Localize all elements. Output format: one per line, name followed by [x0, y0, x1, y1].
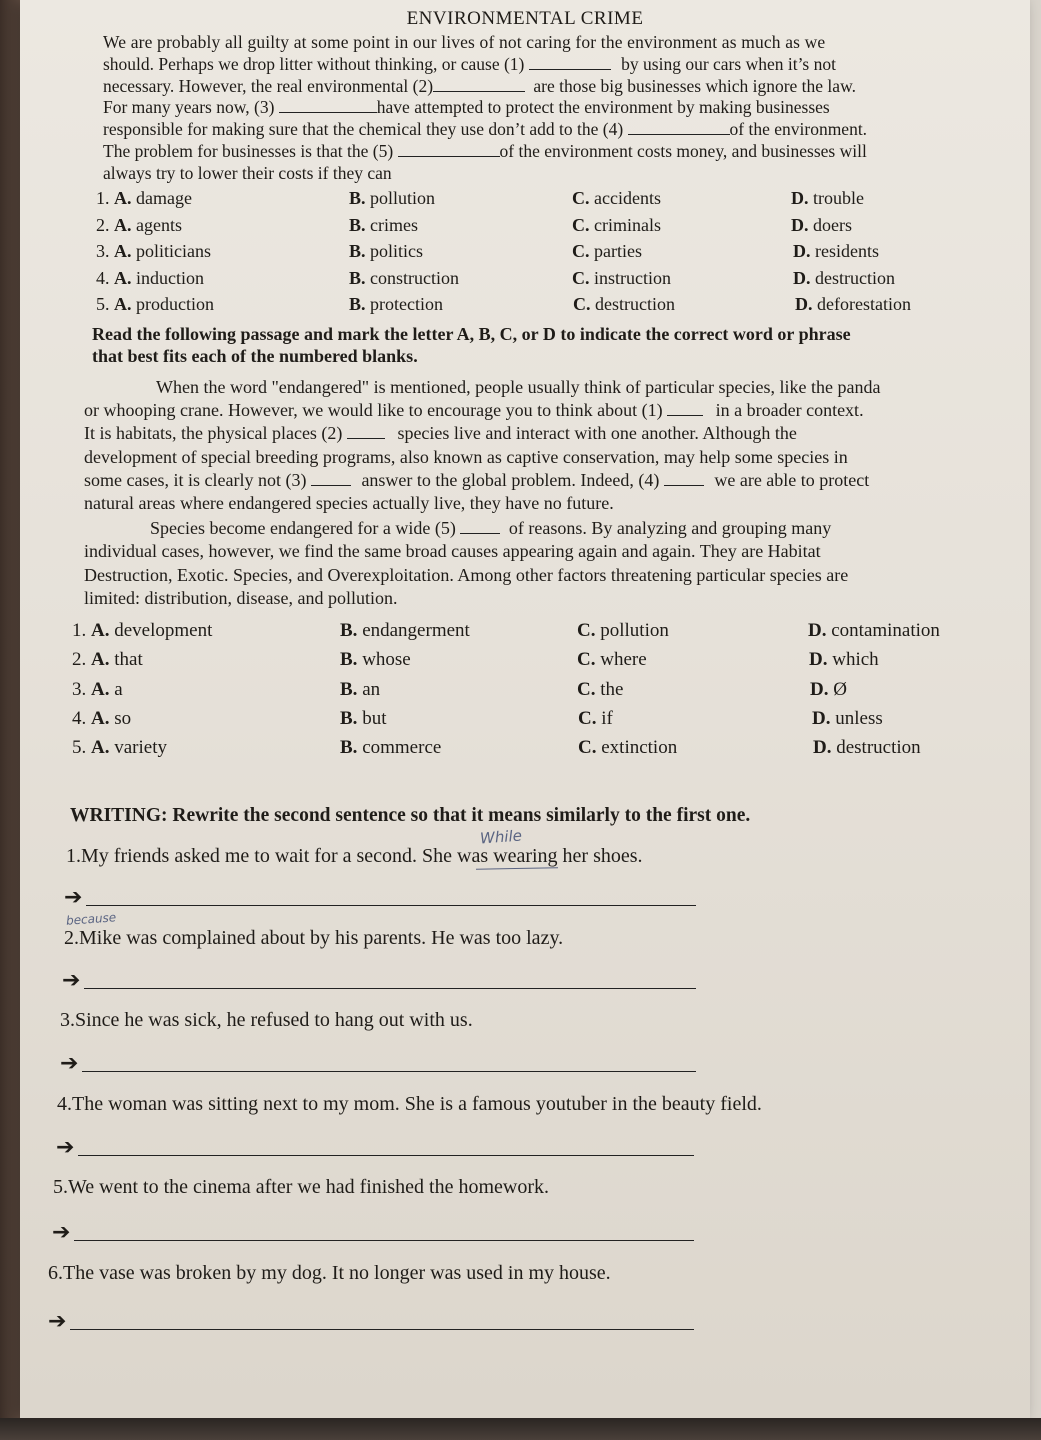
option-b[interactable]: B. crimes: [349, 214, 418, 235]
option-d[interactable]: D. which: [809, 649, 879, 671]
question-row: 1. A. damage B. pollution C. accidents D. trouble: [96, 188, 864, 208]
question-row: 2. A. that B. whose C. where D. which: [72, 649, 879, 671]
arrow-icon: ➔: [64, 885, 83, 910]
option-c[interactable]: C. extinction: [578, 737, 678, 759]
passage-2-line: or whooping crane. However, we would like to encourage you to think about (1) in a broader context.: [84, 400, 864, 421]
option-b[interactable]: B. protection: [349, 294, 443, 314]
passage-2: [84, 376, 1029, 610]
passage-1-line: always try to lower their costs if they can: [103, 162, 392, 183]
blank-3[interactable]: [311, 471, 351, 486]
question-row: 5. A. production B. protection C. destruction D. deforestation: [96, 294, 911, 314]
blank-3[interactable]: [279, 98, 377, 113]
page-title: ENVIRONMENTAL CRIME: [406, 8, 644, 29]
option-c[interactable]: C. where: [577, 649, 647, 671]
option-d[interactable]: D. trouble: [791, 188, 864, 208]
question-row: 5. A. variety B. commerce C. extinction D. destruction: [72, 737, 921, 759]
arrow-icon: ➔: [52, 1220, 71, 1245]
writing-item-6: 6.The vase was broken by my dog. It no longer was used in my house.: [48, 1262, 611, 1284]
arrow-icon: ➔: [62, 968, 81, 993]
option-d[interactable]: D. residents: [793, 241, 879, 261]
question-block-1: [96, 188, 1016, 321]
option-c[interactable]: C. criminals: [572, 214, 661, 235]
passage-1-line: We are probably all guilty at some point in our lives of not caring for the environment as much as we: [103, 32, 826, 52]
handwritten-note-because: because: [65, 910, 117, 928]
writing-title: WRITING: Rewrite the second sentence so that it means similarly to the first one.: [70, 805, 751, 826]
passage-2-line: When the word "endangered" is mentioned, people usually think of particular species, like the panda: [156, 377, 881, 397]
option-c[interactable]: C. if: [578, 707, 613, 729]
photo-bottom-edge: [0, 1418, 1041, 1440]
passage-2-line: Species become endangered for a wide (5) of reasons. By analyzing and grouping many: [150, 518, 832, 539]
question-row: 3. A. politicians B. politics C. parties D. residents: [96, 241, 879, 261]
writing-item-1: 1.My friends asked me to wait for a second. She was wearing her shoes.: [66, 845, 643, 867]
worksheet-page: [20, 0, 1030, 1420]
blank-2[interactable]: [347, 424, 385, 439]
blank-2[interactable]: [433, 77, 525, 92]
answer-line-6[interactable]: [48, 1309, 672, 1337]
passage-2-line: limited: distribution, disease, and pollution.: [84, 587, 398, 608]
option-d[interactable]: D. destruction: [813, 737, 921, 759]
blank-4[interactable]: [664, 471, 704, 486]
passage-2-line: Destruction, Exotic. Species, and Overexploitation. Among other factors threatening particular species are: [84, 564, 849, 585]
question-row: 4. A. so B. but C. if D. unless: [72, 707, 883, 729]
answer-line-5[interactable]: [52, 1220, 672, 1248]
answer-line-4[interactable]: [56, 1135, 672, 1163]
question-row: 2. A. agents B. crimes C. criminals D. doers: [96, 214, 852, 235]
writing-item-2: 2.Mike was complained about by his parents. He was too lazy.: [64, 927, 564, 949]
passage-2-line: individual cases, however, we find the same broad causes appearing again and again. They are Habitat: [84, 541, 821, 562]
arrow-icon: ➔: [60, 1051, 79, 1076]
passage-2-line: It is habitats, the physical places (2) species live and interact with one another. Although the: [84, 423, 797, 444]
passage-2-line: natural areas where endangered species actually live, they have no future.: [84, 493, 614, 514]
option-c[interactable]: C. accidents: [572, 188, 661, 208]
passage-1-line: For many years now, (3) have attempted to protect the environment by making businesses: [103, 97, 830, 118]
option-b[interactable]: B. construction: [349, 267, 459, 288]
option-b[interactable]: B. pollution: [349, 188, 436, 208]
blank-1[interactable]: [529, 55, 611, 70]
option-c[interactable]: C. destruction: [573, 294, 675, 314]
question-row: 3. A. a B. an C. the D. Ø: [72, 678, 847, 700]
question-row: 4. A. induction B. construction C. instruction D. destruction: [96, 267, 895, 288]
option-d[interactable]: D. deforestation: [795, 294, 911, 314]
passage-1-line: The problem for businesses is that the (5) of the environment costs money, and businesses will: [103, 140, 867, 161]
passage-1-line: responsible for making sure that the chemical they use don’t add to the (4) of the environment.: [103, 119, 868, 140]
option-b[interactable]: B. an: [340, 678, 381, 700]
passage-2-line: development of special breeding programs, also known as captive conservation, may help some species in: [84, 446, 848, 467]
handwritten-note-while: While: [479, 826, 523, 848]
option-d[interactable]: D. doers: [791, 214, 852, 235]
writing-item-4: 4.The woman was sitting next to my mom. She is a famous youtuber in the beauty field.: [57, 1093, 762, 1115]
option-b[interactable]: B. but: [340, 707, 387, 729]
question-block-2: [72, 620, 1022, 766]
passage-2-line: some cases, it is clearly not (3) answer to the global problem. Indeed, (4) we are able to protect: [84, 469, 870, 490]
option-d[interactable]: D. unless: [812, 707, 883, 729]
question-row: 1. A. development B. endangerment C. pollution D. contamination: [72, 620, 940, 641]
option-d[interactable]: D. Ø: [810, 678, 847, 700]
blank-5[interactable]: [398, 142, 500, 157]
blank-4[interactable]: [628, 120, 730, 135]
passage-1-line: necessary. However, the real environmental (2) are those big businesses which ignore the law.: [103, 75, 856, 96]
option-c[interactable]: C. pollution: [577, 620, 669, 641]
arrow-icon: ➔: [48, 1309, 67, 1334]
option-d[interactable]: D. contamination: [808, 620, 940, 641]
option-b[interactable]: B. commerce: [340, 737, 442, 759]
option-c[interactable]: C. parties: [572, 241, 642, 261]
answer-line-2[interactable]: [62, 968, 674, 996]
answer-line-1[interactable]: [64, 885, 674, 913]
passage-1-line: should. Perhaps we drop litter without thinking, or cause (1) by using our cars when it’s not: [103, 53, 836, 74]
writing-item-3: 3.Since he was sick, he refused to hang out with us.: [60, 1009, 473, 1031]
blank-5[interactable]: [460, 519, 500, 534]
answer-line-3[interactable]: [60, 1051, 674, 1079]
instruction-2: Read the following passage and mark the letter A, B, C, or D to indicate the correct word or phrase that best fits each of the numbered blanks.: [92, 324, 851, 366]
blank-1[interactable]: [667, 401, 703, 416]
option-b[interactable]: B. whose: [340, 649, 411, 671]
option-b[interactable]: B. endangerment: [340, 620, 470, 641]
passage-1: [103, 32, 1008, 185]
option-c[interactable]: C. the: [577, 678, 624, 700]
option-c[interactable]: C. instruction: [572, 267, 671, 288]
writing-item-5: 5.We went to the cinema after we had finished the homework.: [53, 1176, 549, 1198]
option-b[interactable]: B. politics: [349, 241, 424, 261]
option-d[interactable]: D. destruction: [793, 267, 895, 288]
arrow-icon: ➔: [56, 1135, 75, 1160]
